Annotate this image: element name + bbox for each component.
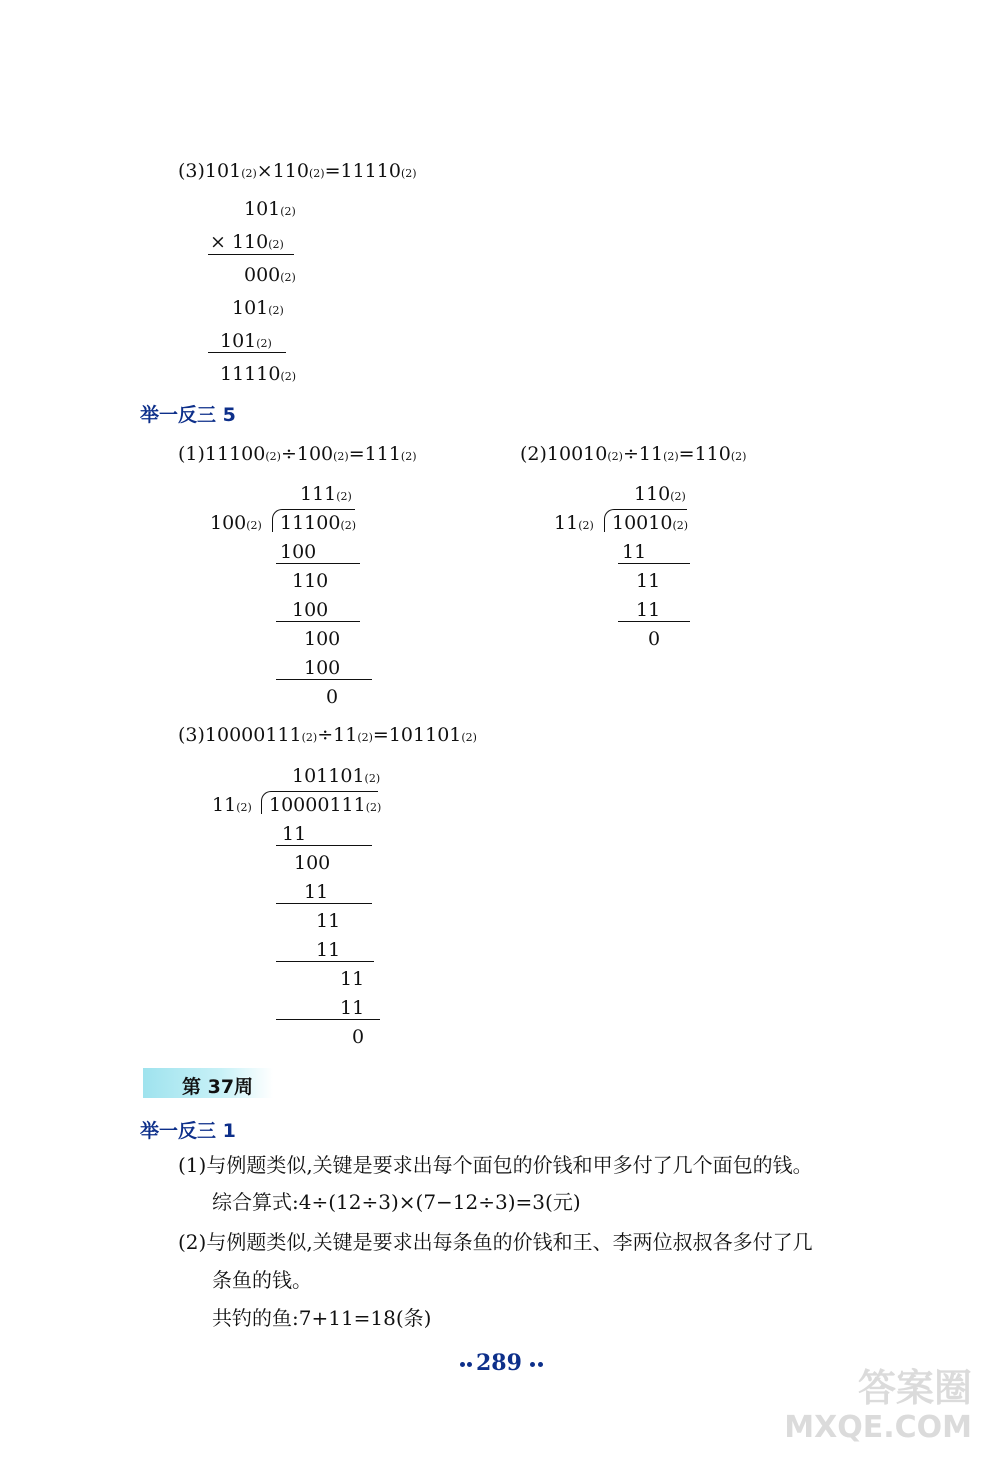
- p3-line-2: × 110(2): [210, 231, 284, 253]
- d1-step-2: 110: [292, 570, 329, 592]
- p3-rule-2: [208, 352, 286, 353]
- d3-step-3: 11: [304, 881, 329, 903]
- d2-step-2: 11: [636, 570, 661, 592]
- d1-divisor: 100(2): [210, 512, 262, 534]
- d2-step-3: 11: [636, 599, 661, 621]
- d1-quotient: 111(2): [300, 483, 352, 505]
- d3-equation: (3)10000111(2)÷11(2)=101101(2): [178, 724, 477, 746]
- d1-equation: (1)11100(2)÷100(2)=111(2): [178, 443, 417, 465]
- dot-icon: [467, 1362, 472, 1367]
- d1-rule-1: [276, 563, 360, 564]
- answer-paragraph-2-cont: 条鱼的钱。: [212, 1268, 312, 1292]
- d3-rule-3: [276, 961, 374, 962]
- d1-step-5: 100: [304, 657, 341, 679]
- d2-dividend: 10010(2): [612, 512, 689, 534]
- answer-formula-2: 共钓的鱼:7+11=18(条): [212, 1306, 432, 1330]
- d3-step-5: 11: [316, 939, 341, 961]
- d1-dividend: 11100(2): [280, 512, 357, 534]
- answer-formula-1: 综合算式:4÷(12÷3)×(7−12÷3)=3(元): [212, 1190, 581, 1214]
- d3-step-7: 11: [340, 997, 365, 1019]
- d2-step-1: 11: [622, 541, 647, 563]
- section-title-1: 举一反三 1: [140, 1120, 236, 1142]
- d3-rule-2: [276, 903, 372, 904]
- dot-icon: [460, 1362, 465, 1367]
- d2-step-4: 0: [648, 628, 661, 650]
- watermark: 答案圈 MXQE.COM: [784, 1366, 972, 1445]
- answer-paragraph-2: (2)与例题类似,关键是要求出每条鱼的价钱和王、李两位叔叔各多付了几: [178, 1230, 813, 1254]
- dot-icon: [530, 1362, 535, 1367]
- d3-dividend: 10000111(2): [269, 794, 382, 816]
- p3-line-5: 101(2): [220, 330, 272, 352]
- d3-divisor: 11(2): [212, 794, 252, 816]
- p3-line-4: 101(2): [232, 297, 284, 319]
- d3-quotient: 101101(2): [292, 765, 381, 787]
- d3-step-6: 11: [340, 968, 365, 990]
- d2-rule-2: [618, 621, 690, 622]
- p3-rule-1: [208, 254, 294, 255]
- d3-step-1: 11: [282, 823, 307, 845]
- p3-line-3: 000(2): [244, 264, 296, 286]
- d1-rule-3: [276, 679, 372, 680]
- d3-step-8: 0: [352, 1026, 365, 1048]
- p3-line-6: 11110(2): [220, 363, 297, 385]
- d1-step-4: 100: [304, 628, 341, 650]
- week-heading: 第 37周: [182, 1076, 254, 1098]
- d1-rule-2: [276, 621, 360, 622]
- d2-rule-1: [618, 563, 690, 564]
- answer-paragraph-1: (1)与例题类似,关键是要求出每个面包的价钱和甲多付了几个面包的钱。: [178, 1153, 813, 1177]
- d2-quotient: 110(2): [634, 483, 686, 505]
- d3-step-2: 100: [294, 852, 331, 874]
- d2-equation: (2)10010(2)÷11(2)=110(2): [520, 443, 747, 465]
- page-number: 289: [460, 1350, 543, 1376]
- d3-rule-1: [276, 845, 372, 846]
- d3-step-4: 11: [316, 910, 341, 932]
- d3-rule-4: [276, 1019, 380, 1020]
- p3-equation: (3)101(2)×110(2)=11110(2): [178, 160, 417, 182]
- d1-step-3: 100: [292, 599, 329, 621]
- p3-line-1: 101(2): [244, 198, 296, 220]
- section-title-5: 举一反三 5: [140, 404, 236, 426]
- d1-step-1: 100: [280, 541, 317, 563]
- d1-step-6: 0: [326, 686, 339, 708]
- dot-icon: [538, 1362, 543, 1367]
- d2-divisor: 11(2): [554, 512, 594, 534]
